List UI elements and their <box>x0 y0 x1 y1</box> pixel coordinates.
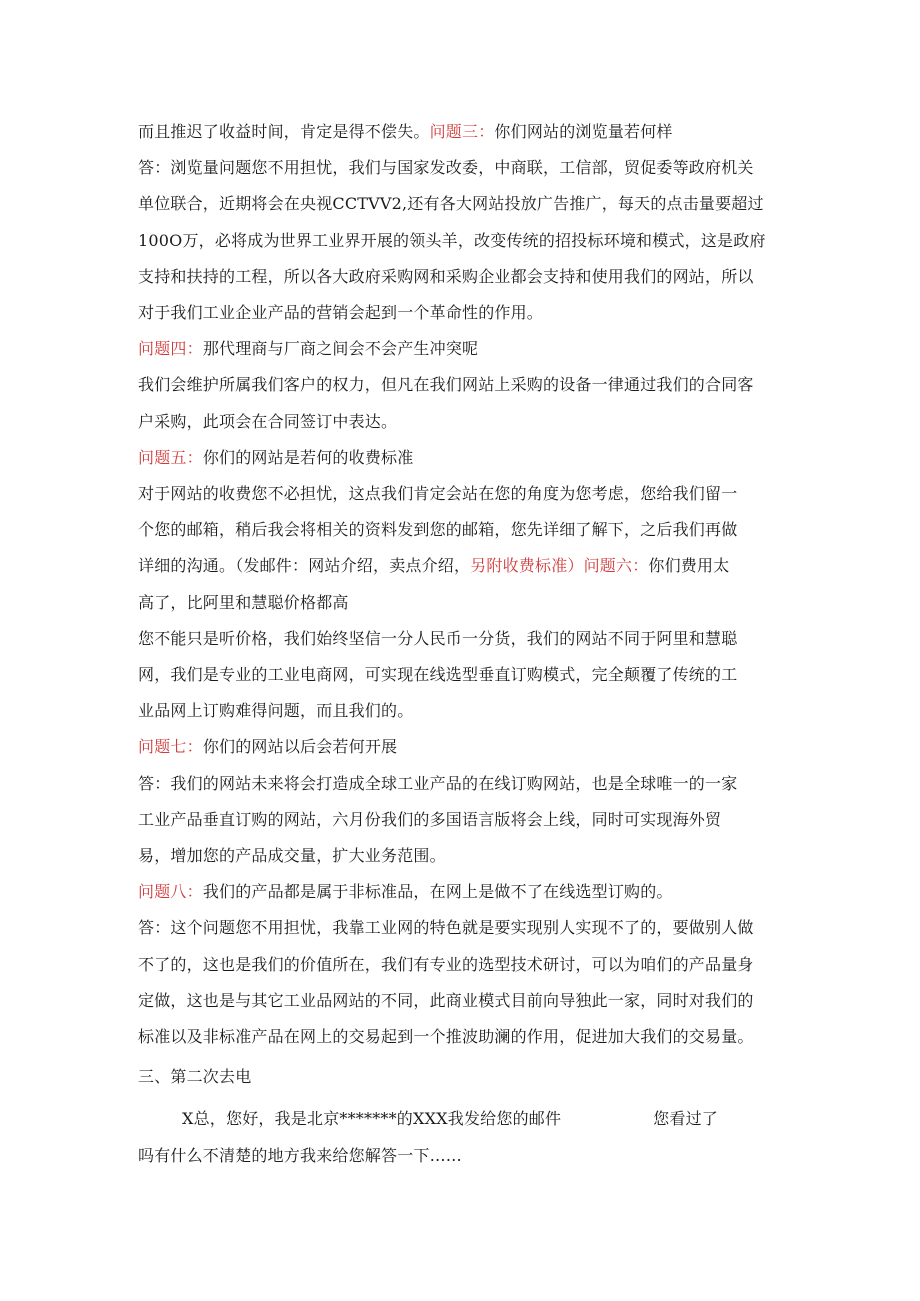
question-label: 问题五： <box>138 447 203 467</box>
answer-line: 单位联合，近期将会在央视CCTVV2,还有各大网站投放广告推广，每天的点击量要超过 <box>138 194 764 214</box>
greeting-line <box>138 1101 788 1137</box>
answer-line: 对于我们工业企业产品的营销会起到一个革命性的作用。 <box>138 303 544 323</box>
question-text: 你们的网站是若何的收费标准 <box>202 447 414 467</box>
answer-line: 答：我们的网站未来将会打造成全球工业产品的在线订购网站，也是全球唯一的一家 <box>138 773 738 793</box>
answer-line: 易，增加您的产品成交量，扩大业务范围。 <box>138 846 446 866</box>
question-label: 另附收费标准）问题六： <box>470 556 649 576</box>
answer-line: 答：这个问题您不用担忧，我靠工业网的特色就是要实现别人实现不了的，要做别人做 <box>138 918 754 938</box>
answer-line: 定做，这也是与其它工业品网站的不同，此商业模式目前向导独此一家，同时对我们的 <box>138 990 754 1010</box>
paragraph-q5 <box>138 440 788 476</box>
answer-line: 标准以及非标准产品在网上的交易起到一个推波助澜的作用，促进加大我们的交易量。 <box>138 1027 754 1047</box>
answer-line: 答：浏览量问题您不用担忧，我们与国家发改委，中商联，工信部，贸促委等政府机关 <box>138 158 754 178</box>
answer-line <box>138 548 788 584</box>
text-segment: 您看过了 <box>653 1109 718 1129</box>
answer-line: 支持和扶持的工程，所以各大政府采购网和采购企业都会支持和使用我们的网站，所以 <box>138 266 754 286</box>
question-text: 那代理商与厂商之间会不会产生冲突呢 <box>202 339 479 359</box>
paragraph-q8 <box>138 874 788 910</box>
answer-line: 不了的，这也是我们的价值所在，我们有专业的选型技术研讨，可以为咱们的产品量身 <box>138 954 754 974</box>
text-segment: X总，您好，我是北京*******的XXX我发给您的邮件 <box>182 1109 562 1129</box>
question-text: 你们费用太 <box>648 556 730 576</box>
paragraph-q7 <box>138 729 788 765</box>
answer-line: 业品网上订购难得问题，而且我们的。 <box>138 701 414 721</box>
text-segment: 详细的沟通。（发邮件：网站介绍，卖点介绍， <box>138 556 471 576</box>
answer-line: 户采购，此项会在合同签订中表达。 <box>138 411 398 431</box>
question-label: 问题三： <box>429 122 495 141</box>
question-label: 问题八： <box>138 882 203 902</box>
question-label: 问题四： <box>138 339 203 359</box>
question-text: 你们的网站以后会若何开展 <box>202 737 398 757</box>
answer-line: 高了，比阿里和慧聪价格都高 <box>138 592 349 612</box>
section-heading: 三、第二次去电 <box>138 1067 252 1087</box>
document-body <box>138 114 788 1174</box>
question-text: 你们网站的浏览量若何样 <box>494 122 673 141</box>
paragraph-q3 <box>138 114 788 150</box>
answer-line: 100O万，必将成为世界工业界开展的领头羊，改变传统的招投标环境和模式，这是政府 <box>138 230 766 250</box>
answer-line: 网，我们是专业的工业电商网，可实现在线选型垂直订购模式，完全颠覆了传统的工 <box>138 665 738 685</box>
question-label: 问题七： <box>138 737 203 757</box>
question-text: 我们的产品都是属于非标准品，在网上是做不了在线选型订购的。 <box>202 882 673 902</box>
text-line: 而且推迟了收益时间，肯定是得不偿失。 <box>138 122 430 141</box>
answer-line: 工业产品垂直订购的网站，六月份我们的多国语言版将会上线，同时可实现海外贸 <box>138 809 722 829</box>
answer-line: 对于网站的收费您不必担忧，这点我们肯定会站在您的角度为您考虑，您给我们留一 <box>138 484 738 504</box>
answer-line: 我们会维护所属我们客户的权力，但凡在我们网站上采购的设备一律通过我们的合同客 <box>138 375 754 395</box>
greeting-line: 吗有什么不清楚的地方我来给您解答一下…… <box>138 1145 463 1165</box>
answer-line: 个您的邮箱，稍后我会将相关的资料发到您的邮箱，您先详细了解下，之后我们再做 <box>138 520 738 540</box>
paragraph-q4 <box>138 331 788 367</box>
answer-line: 您不能只是听价格，我们始终坚信一分人民币一分货，我们的网站不同于阿里和慧聪 <box>138 628 738 648</box>
